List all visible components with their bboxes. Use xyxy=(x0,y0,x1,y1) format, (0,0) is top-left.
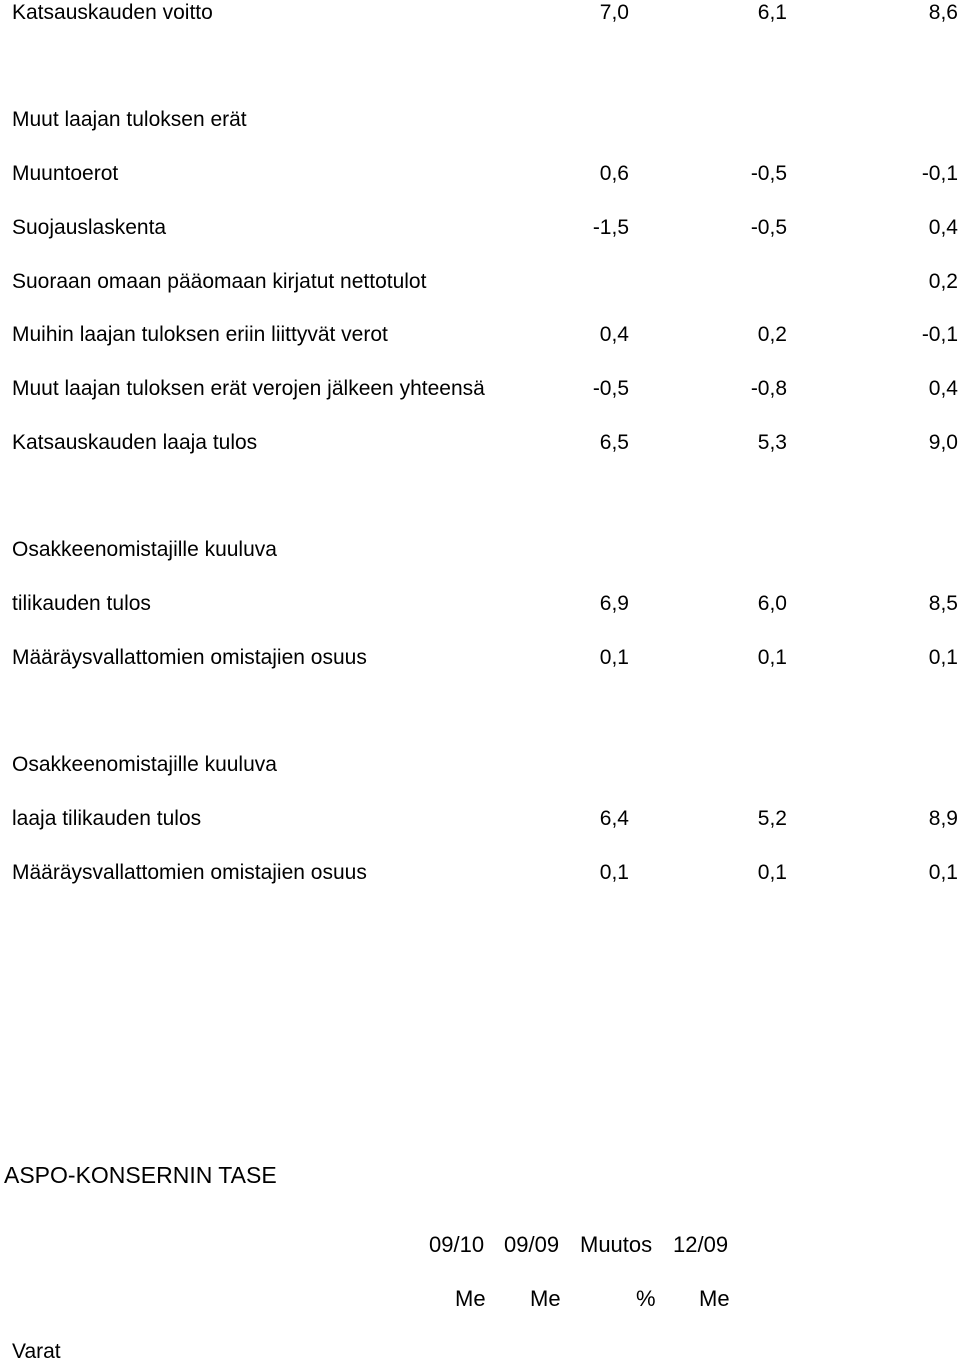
table-row xyxy=(0,215,960,245)
unit-label: Me xyxy=(530,1286,561,1311)
table-row xyxy=(0,860,960,890)
unit-label: % xyxy=(636,1286,656,1311)
row-label: Määräysvallattomien omistajien osuus xyxy=(12,861,367,884)
value-cell: 0,4 xyxy=(928,377,958,400)
value-cell: 0,6 xyxy=(599,162,629,185)
value-cell: -0,8 xyxy=(750,377,787,400)
value-cell: 8,5 xyxy=(928,592,958,615)
row-label: laaja tilikauden tulos xyxy=(12,807,202,830)
table-row xyxy=(0,269,960,299)
section-label: Muut laajan tuloksen erät xyxy=(12,108,247,131)
value-cell: 6,5 xyxy=(599,431,629,454)
column-header: 12/09 xyxy=(673,1232,729,1257)
value-cell: -0,1 xyxy=(921,162,958,185)
value-cell: 0,1 xyxy=(928,646,958,669)
section-label: Varat xyxy=(12,1340,61,1363)
value-cell: -0,5 xyxy=(592,377,629,400)
table-row xyxy=(0,645,960,675)
row-label: Määräysvallattomien omistajien osuus xyxy=(12,646,367,669)
table-row xyxy=(0,591,960,621)
value-cell: 7,0 xyxy=(599,1,629,24)
value-cell: 6,9 xyxy=(599,592,629,615)
value-cell: 0,1 xyxy=(757,646,787,669)
value-cell: -1,5 xyxy=(592,216,629,239)
table-row xyxy=(0,806,960,836)
column-header: 09/10 xyxy=(429,1232,485,1257)
value-cell: 0,4 xyxy=(928,216,958,239)
row-label: tilikauden tulos xyxy=(12,592,151,615)
table-row xyxy=(0,107,960,137)
value-cell: 6,0 xyxy=(757,592,787,615)
value-cell: 0,1 xyxy=(757,861,787,884)
value-cell: 5,3 xyxy=(757,431,787,454)
table-row xyxy=(0,0,960,30)
value-cell: 0,1 xyxy=(599,861,629,884)
section-label: Osakkeenomistajille kuuluva xyxy=(12,538,277,561)
value-cell: 0,4 xyxy=(599,323,629,346)
row-label: Muut laajan tuloksen erät verojen jälkeen yhteensä xyxy=(12,377,485,400)
table-row xyxy=(0,537,960,567)
value-cell: 9,0 xyxy=(928,431,958,454)
section-label: Osakkeenomistajille kuuluva xyxy=(12,753,277,776)
value-cell: 5,2 xyxy=(757,807,787,830)
row-label: Suoraan omaan pääomaan kirjatut nettotulot xyxy=(12,270,427,293)
column-header: Muutos xyxy=(580,1232,653,1257)
column-header: 09/09 xyxy=(504,1232,560,1257)
value-cell: 0,2 xyxy=(757,323,787,346)
value-cell: 6,4 xyxy=(599,807,629,830)
value-cell: 0,1 xyxy=(599,646,629,669)
value-cell: 6,1 xyxy=(757,1,787,24)
table-row xyxy=(0,752,960,782)
table-row xyxy=(0,161,960,191)
value-cell: -0,5 xyxy=(750,216,787,239)
table-row xyxy=(0,322,960,352)
value-cell: 8,9 xyxy=(928,807,958,830)
row-label: Muihin laajan tuloksen eriin liittyvät verot xyxy=(12,323,388,346)
row-label: Muuntoerot xyxy=(12,162,119,185)
unit-label: Me xyxy=(699,1286,730,1311)
value-cell: 0,1 xyxy=(928,861,958,884)
section-title: ASPO-KONSERNIN TASE xyxy=(4,1162,277,1188)
row-label: Katsauskauden laaja tulos xyxy=(12,431,258,454)
value-cell: -0,1 xyxy=(921,323,958,346)
table-row xyxy=(0,376,960,406)
unit-label: Me xyxy=(455,1286,486,1311)
row-label: Suojauslaskenta xyxy=(12,216,167,239)
value-cell: -0,5 xyxy=(750,162,787,185)
table-row xyxy=(0,430,960,460)
value-cell: 8,6 xyxy=(928,1,958,24)
value-cell: 0,2 xyxy=(928,270,958,293)
row-label: Katsauskauden voitto xyxy=(12,1,213,24)
